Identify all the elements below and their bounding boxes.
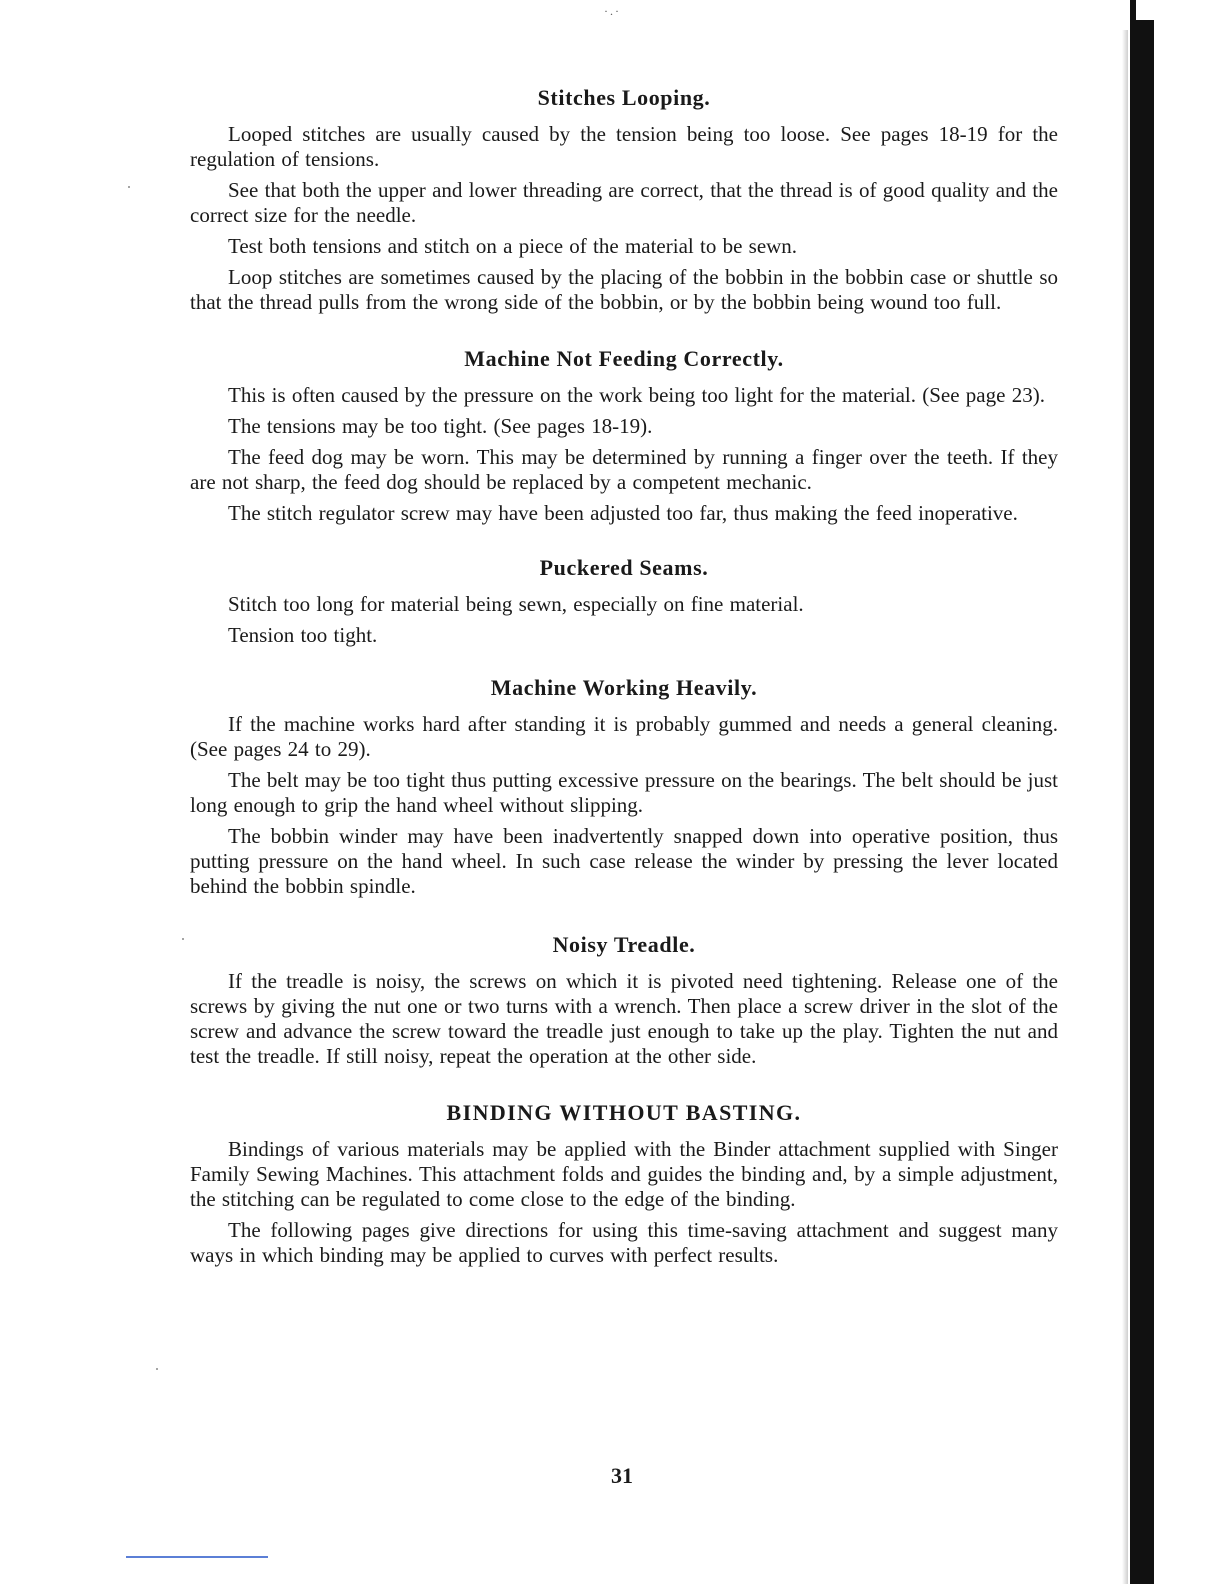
paragraph: Loop stitches are sometimes caused by the placing of the bobbin in the bobbin case or shuttle so that the thread pulls from the wrong side of the bobbin, or by the bobbin being wound too full. (190, 265, 1058, 314)
section-stitches-looping (190, 84, 1058, 315)
section-machine-not-feeding (190, 345, 1058, 526)
paragraph: The following pages give directions for using this time-saving attachment and suggest many ways in which binding may be applied to curves with perfect results. (190, 1218, 1058, 1267)
page-edge-gradient (1122, 30, 1128, 1584)
page-number: 31 (611, 1463, 633, 1488)
paragraph: Tension too tight. (228, 623, 378, 647)
top-scan-marks: ·.· (604, 4, 621, 18)
paragraph: Looped stitches are usually caused by the tension being too loose. See pages 18-19 for the regulation of tensions. (190, 122, 1058, 171)
page-content (190, 84, 1058, 1294)
section-heading: Machine Working Heavily. (490, 675, 758, 700)
scan-speck (182, 938, 184, 940)
paragraph: The tensions may be too tight. (See pages 18-19). (228, 414, 653, 438)
paragraph: The bobbin winder may have been inadvertently snapped down into operative position, thus putting pressure on the hand wheel. In such case release the winder by pressing the lever located behind the bobbin spindle. (190, 824, 1058, 898)
section-binding-without-basting (190, 1099, 1058, 1268)
section-heading: Noisy Treadle. (552, 932, 696, 957)
section-noisy-treadle (190, 931, 1058, 1069)
paragraph: If the treadle is noisy, the screws on which it is pivoted need tightening. Release one of the screws by giving the nut one or two turns with a wrench. Then place a screw driver in the slot of the screw and advance the screw toward the treadle just enough to take up the play. Tighten the nut and test the treadle. If still noisy, repeat the operation at the other side. (190, 969, 1058, 1068)
section-heading: Machine Not Feeding Correctly. (464, 346, 784, 371)
paragraph: The belt may be too tight thus putting excessive pressure on the bearings. The belt should be just long enough to grip the hand wheel without slipping. (190, 768, 1058, 817)
section-heading: BINDING WITHOUT BASTING. (446, 1100, 802, 1125)
paragraph: If the machine works hard after standing it is probably gummed and needs a general cleaning. (See pages 24 to 29). (190, 712, 1058, 761)
footer-rule (126, 1556, 268, 1558)
section-heading: Puckered Seams. (539, 555, 709, 580)
section-puckered-seams (190, 554, 1058, 648)
page-edge-shadow (1130, 20, 1154, 1584)
paragraph: Test both tensions and stitch on a piece of the material to be sewn. (228, 234, 798, 258)
paragraph: The stitch regulator screw may have been adjusted too far, thus making the feed inoperative. (228, 501, 1018, 525)
paragraph: See that both the upper and lower threading are correct, that the thread is of good quality and the correct size for the needle. (190, 178, 1058, 227)
scan-speck (128, 186, 130, 188)
paragraph: Stitch too long for material being sewn, especially on fine material. (228, 592, 804, 616)
paragraph: This is often caused by the pressure on the work being too light for the material. (See page 23). (228, 383, 1045, 407)
section-heading: Stitches Looping. (537, 85, 711, 110)
scan-speck (156, 1368, 158, 1370)
paragraph: Bindings of various materials may be applied with the Binder attachment supplied with Singer Family Sewing Machines. This attachment folds and guides the binding and, by a simple adjustment, the stitching can be regulated to come close to the edge of the binding. (190, 1137, 1058, 1211)
section-machine-working-heavily (190, 674, 1058, 899)
paragraph: The feed dog may be worn. This may be determined by running a finger over the teeth. If they are not sharp, the feed dog should be replaced by a competent mechanic. (190, 445, 1058, 494)
